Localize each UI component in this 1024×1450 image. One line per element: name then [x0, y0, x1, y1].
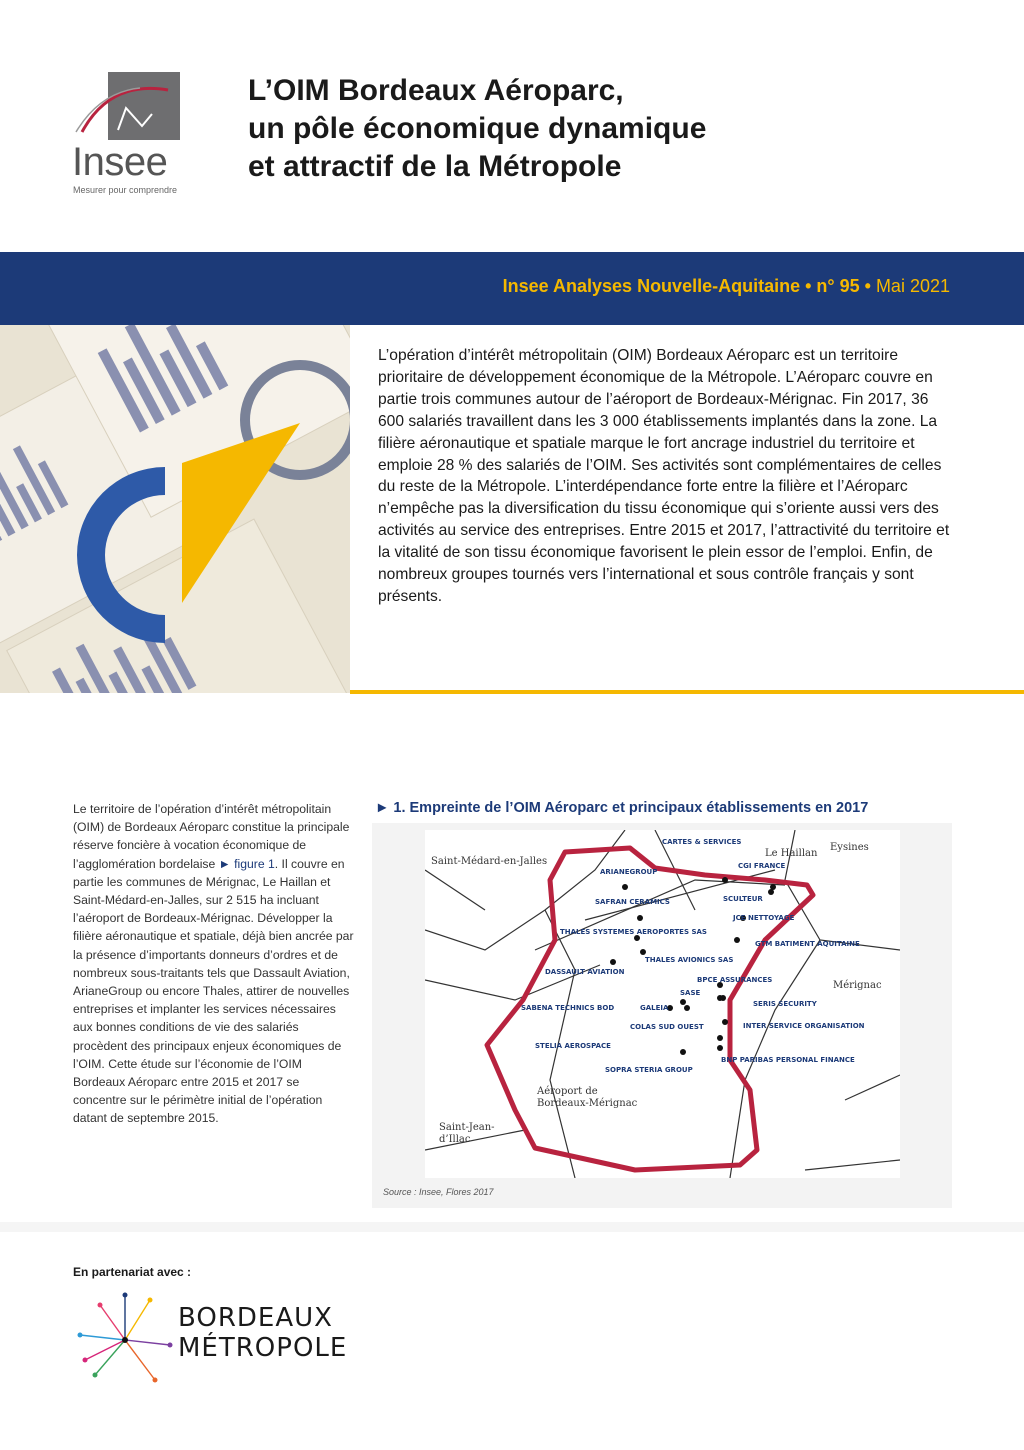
- body-text-end: . Il couvre en partie les communes de Mérignac, Le Haillan et Saint-Médard-en-Jalles, sur 2 515 ha incluant l’aéroport de Bordeaux-Mérignac. Développer la filière aéronautique et spatiale, déjà bien ancrée par la présence d’importants donneurs d’ordres et de nombreux sous-traitants tels que Dassault Aviation, ArianeGroup ou encore Thales, attirer de nouvelles entreprises et implanter les services nécessaires aux bonnes conditions de vie des salariés procèdent des principaux enjeux économiques de l’OIM. Cette étude sur l’économie de l’OIM Bordeaux Aéroparc entre 2015 et 2017 se concentre sur le périmètre initial de l’opération datant de septembre 2015.: [73, 856, 354, 1126]
- label-sculteur: SCULTEUR: [723, 895, 763, 903]
- body-paragraph: [73, 800, 355, 1128]
- commune-merignac: Mérignac: [833, 980, 882, 991]
- label-seris-security: SERIS SECURITY: [753, 1000, 817, 1008]
- figure-reference-link[interactable]: ► figure 1: [218, 856, 275, 871]
- label-bpce-assurances: BPCE ASSURANCES: [697, 976, 773, 984]
- publication-date: Mai 2021: [875, 276, 950, 296]
- label-arianegroup: ARIANEGROUP: [600, 868, 658, 876]
- label-bnp-paribas: BNP PARIBAS PERSONAL FINANCE: [721, 1056, 855, 1064]
- partner-name-line-2: MÉTROPOLE: [178, 1333, 348, 1363]
- section-divider: [0, 1222, 1024, 1232]
- commune-saint-medard: Saint-Médard-en-Jalles: [431, 856, 548, 867]
- body-text-start: Le territoire de l’opération d’intérêt métropolitain (OIM) de Bordeaux Aéroparc constitue la principale réserve foncière à vocation économique de l’agglomération bordelaise: [73, 802, 350, 871]
- label-colas-sud-ouest: COLAS SUD OUEST: [630, 1023, 704, 1031]
- label-sabena-technics: SABENA TECHNICS BOD: [521, 1004, 615, 1012]
- label-galeia: GALEIA: [640, 1004, 669, 1012]
- label-thales-avionics: THALES AVIONICS SAS: [645, 956, 734, 964]
- bordeaux-metropole-logo: [70, 1285, 180, 1395]
- summary-rule: [350, 690, 1024, 694]
- label-inter-service: INTER SERVICE ORGANISATION: [743, 1022, 865, 1030]
- map-panel: [425, 830, 900, 1178]
- commune-aeroport: Aéroport de Bordeaux-Mérignac: [537, 1086, 638, 1109]
- page-title: [248, 72, 948, 186]
- hero-illustration: [0, 325, 350, 693]
- summary-text: L’opération d’intérêt métropolitain (OIM) Bordeaux Aéroparc est un territoire prioritaire de développement économique de la Métropole. L’Aéroparc couvre en partie trois communes autour de l’aéroport de Bordeaux-Mérignac. Fin 2017, 36 600 salariés travaillent dans les 3 000 établissements implantés dans la zone. La filière aéronautique et spatiale marque le fort ancrage industriel du territoire et emploie 28 % des salariés de l’OIM. Ses activités sont complémentaires de celles du reste de la Métropole. L’interdépendance forte entre la filière et l’Aéroparc n’empêche pas la diversification du tissu économique qui s’oriente aussi vers des activités au service des entreprises. Entre 2015 et 2017, l’attractivité du territoire et la vitalité de son tissu économique favorisent le plein essor de l’emploi. Enfin, de nombreux groupes tournés vers l’international et sous contrôle français y sont présents.: [378, 347, 950, 605]
- label-sase: SASE: [680, 989, 701, 997]
- partner-name: [178, 1303, 347, 1363]
- commune-eysines: Eysines: [830, 842, 869, 853]
- partner-label: En partenariat avec :: [73, 1265, 192, 1279]
- label-stelia-aerospace: STELIA AEROSPACE: [535, 1042, 611, 1050]
- figure-source: Source : Insee, Flores 2017: [383, 1187, 494, 1197]
- insee-logo-tagline: Mesurer pour comprendre: [73, 185, 178, 195]
- insee-logo-word: Insee: [72, 140, 168, 184]
- publication-reference: [503, 276, 950, 297]
- label-dassault-aviation: DASSAULT AVIATION: [545, 968, 625, 976]
- label-jce-nettoyage: JCE NETTOYAGE: [733, 914, 795, 922]
- label-safran-ceramics: SAFRAN CERAMICS: [595, 898, 670, 906]
- label-thales-systemes: THALES SYSTEMES AEROPORTES SAS: [560, 928, 707, 936]
- title-line-2: un pôle économique dynamique: [248, 112, 707, 145]
- commune-le-haillan: Le Haillan: [765, 848, 818, 859]
- commune-saint-jean: Saint-Jean-d’Illac: [439, 1122, 495, 1145]
- label-sopra-steria: SOPRA STERIA GROUP: [605, 1066, 693, 1074]
- figure-title: ► 1. Empreinte de l’OIM Aéroparc et principaux établissements en 2017: [375, 800, 869, 816]
- publication-series: Insee Analyses Nouvelle-Aquitaine • n° 95 •: [502, 276, 871, 296]
- label-cartes-services: CARTES & SERVICES: [662, 838, 742, 846]
- label-gtm-batiment: GTM BATIMENT AQUITAINE: [755, 940, 860, 948]
- partner-name-line-1: BORDEAUX: [178, 1303, 333, 1333]
- title-line-3: et attractif de la Métropole: [248, 150, 622, 183]
- title-line-1: L’OIM Bordeaux Aéroparc,: [248, 74, 624, 107]
- label-cgi-france: CGI FRANCE: [738, 862, 786, 870]
